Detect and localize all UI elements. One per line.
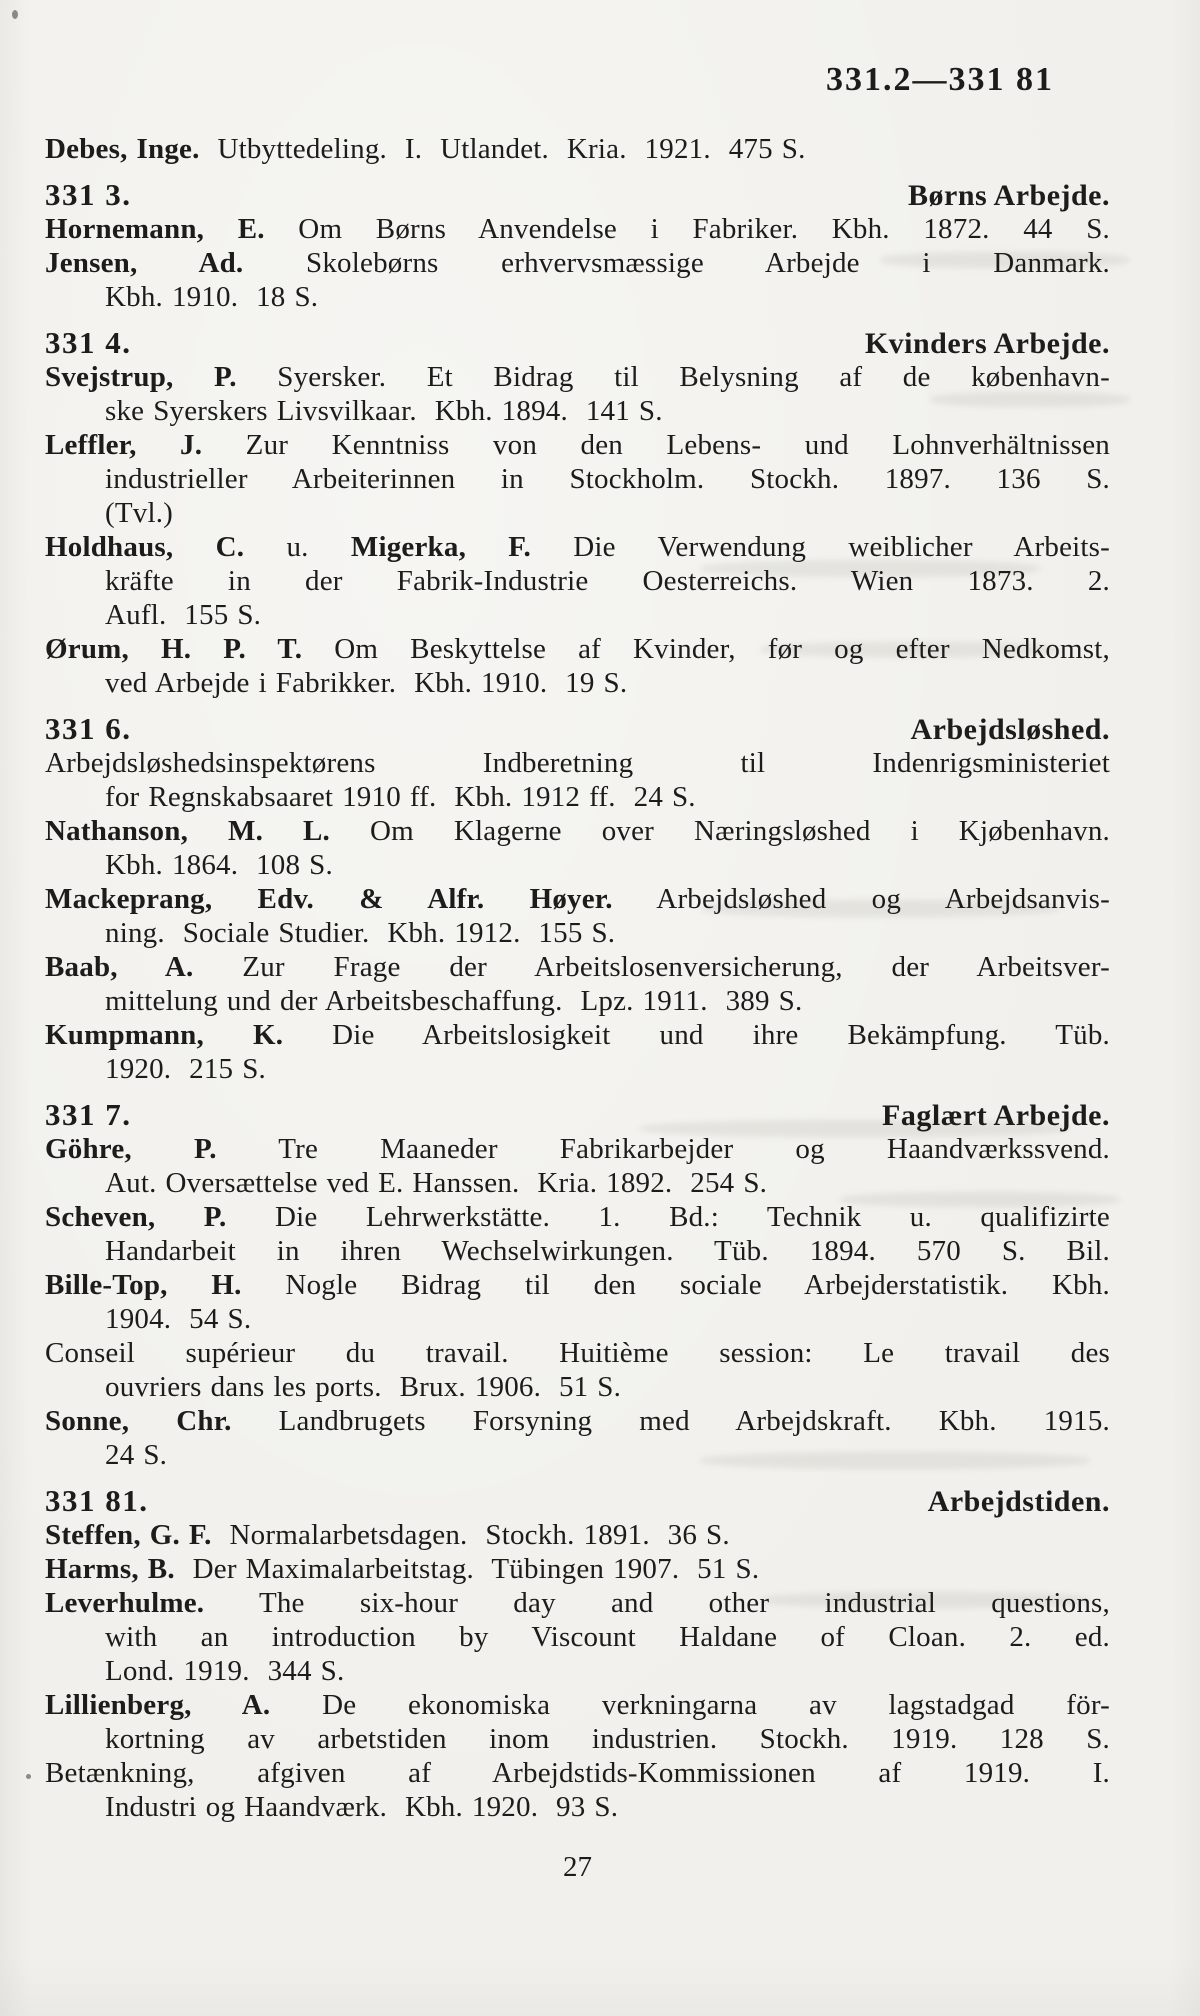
- entry-text: mittelung und der Arbeitsbeschaffung. Lpz. 1911. 389 S.: [105, 985, 803, 1017]
- bibliography-entry: [45, 1518, 1110, 1552]
- entry-line: [45, 1268, 1110, 1302]
- entry-text: Aut. Oversættelse ved E. Hanssen. Kria. 1892. 254 S.: [105, 1167, 768, 1199]
- bibliography-entry: [45, 814, 1110, 882]
- entry-line: [45, 564, 1110, 598]
- entry-text: Die Arbeitslosigkeit und ihre Bekämpfung. Tüb.: [283, 1019, 1110, 1051]
- entry-text: 1904. 54 S.: [105, 1303, 252, 1335]
- entry-text: ning. Sociale Studier. Kbh. 1912. 155 S.: [105, 917, 616, 949]
- entry-line: [45, 632, 1110, 666]
- entry-line: [45, 428, 1110, 462]
- author-name: Debes, Inge.: [45, 133, 200, 165]
- author-name: Nathanson, M. L.: [45, 815, 330, 847]
- author-name: Hornemann, E.: [45, 213, 265, 245]
- entry-text: Aufl. 155 S.: [105, 599, 262, 631]
- entry-line: [45, 1370, 1110, 1404]
- section-number: 331 3.: [45, 177, 132, 212]
- entry-text: u.: [244, 531, 351, 563]
- entry-line: [45, 530, 1110, 564]
- entry-text: Die Verwendung weiblicher Arbeits-: [531, 531, 1110, 563]
- page-number: 27: [563, 1851, 592, 1883]
- entry-text: Kbh. 1864. 108 S.: [105, 849, 333, 881]
- section-title: Kvinders Arbejde.: [864, 327, 1110, 360]
- entry-line: [45, 950, 1110, 984]
- section-title: Faglært Arbejde.: [882, 1099, 1110, 1132]
- author-name: Migerka, F.: [350, 531, 532, 563]
- entry-line: [45, 360, 1110, 394]
- bibliography-entry: [45, 1018, 1110, 1086]
- bibliography-entry: [45, 1552, 1110, 1586]
- entry-line: [45, 1756, 1110, 1790]
- section-heading: [45, 712, 1110, 746]
- author-name: Steffen, G. F.: [45, 1519, 212, 1551]
- section-heading: [45, 178, 1110, 212]
- section-title: Arbejdsløshed.: [910, 713, 1110, 746]
- section-heading: [45, 326, 1110, 360]
- author-name: Mackeprang, Edv. & Alfr. Høyer.: [45, 883, 613, 915]
- bibliography-entry: [45, 360, 1110, 428]
- entry-text: Kbh. 1910. 18 S.: [105, 281, 319, 313]
- entry-text: Skolebørns erhvervsmæssige Arbejde i Danmark.: [243, 247, 1110, 279]
- entry-text: Arbejdsløshed og Arbejdsanvis-: [612, 883, 1110, 915]
- bibliography-entry: [45, 632, 1110, 700]
- entry-line: [45, 462, 1110, 496]
- entry-text: The six-hour day and other industrial questions,: [204, 1587, 1110, 1619]
- entry-text: Normalarbetsdagen. Stockh. 1891. 36 S.: [211, 1519, 730, 1551]
- section-title: Arbejdstiden.: [927, 1485, 1110, 1518]
- entry-line: [45, 1234, 1110, 1268]
- bibliography-entry: [45, 1336, 1110, 1404]
- entry-line: [45, 916, 1110, 950]
- bibliography-entry: [45, 530, 1110, 632]
- entry-line: [45, 746, 1110, 780]
- entry-text: kräfte in der Fabrik-Industrie Oesterreichs. Wien 1873. 2.: [105, 565, 1110, 597]
- entry-text: Tre Maaneder Fabrikarbejder og Haandværkssvend.: [216, 1133, 1110, 1165]
- entry-text: Om Klagerne over Næringsløshed i Kjøbenhavn.: [330, 815, 1110, 847]
- scan-speck: [26, 1774, 31, 1779]
- entry-line: [45, 394, 1110, 428]
- entry-line: [45, 780, 1110, 814]
- entry-line: [45, 1200, 1110, 1234]
- entry-text: Industri og Haandværk. Kbh. 1920. 93 S.: [105, 1791, 619, 1823]
- section-number: 331 81.: [45, 1483, 149, 1518]
- author-name: Kumpmann, K.: [45, 1019, 284, 1051]
- entry-text: Syersker. Et Bidrag til Belysning af de københavn-: [236, 361, 1110, 393]
- bibliography-entry: [45, 950, 1110, 1018]
- entry-text: ske Syerskers Livsvilkaar. Kbh. 1894. 141 S.: [105, 395, 663, 427]
- entry-line: [45, 1404, 1110, 1438]
- entry-text: Lond. 1919. 344 S.: [105, 1655, 345, 1687]
- entry-line: [45, 246, 1110, 280]
- entry-line: [45, 1552, 1110, 1586]
- entry-line: [45, 848, 1110, 882]
- entry-text: for Regnskabsaaret 1910 ff. Kbh. 1912 ff. 24 S.: [105, 781, 696, 813]
- author-name: Baab, A.: [45, 951, 194, 983]
- entry-line: [45, 598, 1110, 632]
- entry-text: Handarbeit in ihren Wechselwirkungen. Tüb. 1894. 570 S. Bil.: [105, 1235, 1110, 1267]
- entry-line: [45, 212, 1110, 246]
- author-name: Svejstrup, P.: [45, 361, 237, 393]
- entry-line: [45, 1336, 1110, 1370]
- author-name: Bille-Top, H.: [45, 1269, 242, 1301]
- entry-line: [45, 1688, 1110, 1722]
- bibliography-entry: [45, 1268, 1110, 1336]
- entry-text: Der Maximalarbeitstag. Tübingen 1907. 51 S.: [174, 1553, 760, 1585]
- entry-text: industrieller Arbeiterinnen in Stockholm. Stockh. 1897. 136 S.: [105, 463, 1110, 495]
- scan-speck: [12, 10, 18, 19]
- bibliography-entry: [45, 1756, 1110, 1824]
- entry-line: [45, 496, 1110, 530]
- entry-text: (Tvl.): [105, 497, 174, 529]
- entry-text: Betænkning, afgiven af Arbejdstids-Kommissionen af 1919. I.: [45, 1757, 1110, 1789]
- running-head-classification: 331.2—331 81: [826, 61, 1054, 98]
- entry-text: Conseil supérieur du travail. Huitième session: Le travail des: [45, 1337, 1110, 1369]
- section-heading: [45, 1098, 1110, 1132]
- bibliography-text-block: [45, 132, 1110, 1824]
- author-name: Scheven, P.: [45, 1201, 227, 1233]
- author-name: Holdhaus, C.: [45, 531, 245, 563]
- author-name: Göhre, P.: [45, 1133, 217, 1165]
- entry-text: with an introduction by Viscount Haldane of Cloan. 2. ed.: [105, 1621, 1110, 1653]
- entry-line: [45, 1654, 1110, 1688]
- bibliography-entry: [45, 1586, 1110, 1688]
- entry-text: Utbyttedeling. I. Utlandet. Kria. 1921. 475 S.: [199, 133, 806, 165]
- bibliography-entry: [45, 1132, 1110, 1200]
- entry-line: [45, 1052, 1110, 1086]
- bibliography-entry: [45, 428, 1110, 530]
- entry-text: 1920. 215 S.: [105, 1053, 266, 1085]
- entry-line: [45, 1018, 1110, 1052]
- entry-text: Zur Frage der Arbeitslosenversicherung, der Arbeitsver-: [193, 951, 1110, 983]
- entry-line: [45, 882, 1110, 916]
- entry-line: [45, 280, 1110, 314]
- author-name: Ørum, H. P. T.: [45, 633, 303, 665]
- entry-text: 24 S.: [105, 1439, 168, 1471]
- author-name: Leffler, J.: [45, 429, 203, 461]
- section-number: 331 4.: [45, 325, 132, 360]
- author-name: Harms, B.: [45, 1553, 175, 1585]
- section-title: Børns Arbejde.: [908, 179, 1110, 212]
- entry-line: [45, 1586, 1110, 1620]
- author-name: Leverhulme.: [45, 1587, 205, 1619]
- section-heading: [45, 1484, 1110, 1518]
- entry-text: Nogle Bidrag til den sociale Arbejderstatistik. Kbh.: [241, 1269, 1110, 1301]
- author-name: Sonne, Chr.: [45, 1405, 232, 1437]
- bibliography-entry: [45, 746, 1110, 814]
- entry-line: [45, 1438, 1110, 1472]
- entry-text: De ekonomiska verkningarna av lagstadgad för-: [270, 1689, 1110, 1721]
- entry-text: Landbrugets Forsyning med Arbejdskraft. Kbh. 1915.: [231, 1405, 1110, 1437]
- bibliography-entry: [45, 132, 1110, 166]
- entry-text: Zur Kenntniss von den Lebens- und Lohnverhältnissen: [202, 429, 1110, 461]
- entry-line: [45, 1302, 1110, 1336]
- author-name: Lillienberg, A.: [45, 1689, 271, 1721]
- bibliography-entry: [45, 1200, 1110, 1268]
- entry-line: [45, 1166, 1110, 1200]
- entry-text: Om Børns Anvendelse i Fabriker. Kbh. 1872. 44 S.: [264, 213, 1110, 245]
- bibliography-entry: [45, 246, 1110, 314]
- section-number: 331 6.: [45, 711, 132, 746]
- bibliography-entry: [45, 882, 1110, 950]
- bibliography-entry: [45, 212, 1110, 246]
- entry-text: kortning av arbetstiden inom industrien. Stockh. 1919. 128 S.: [105, 1723, 1110, 1755]
- entry-line: [45, 814, 1110, 848]
- entry-text: Om Beskyttelse af Kvinder, før og efter Nedkomst,: [302, 633, 1110, 665]
- author-name: Jensen, Ad.: [45, 247, 244, 279]
- entry-text: Die Lehrwerkstätte. 1. Bd.: Technik u. qualifizirte: [226, 1201, 1110, 1233]
- entry-text: ouvriers dans les ports. Brux. 1906. 51 S.: [105, 1371, 622, 1403]
- entry-text: ved Arbejde i Fabrikker. Kbh. 1910. 19 S.: [105, 667, 628, 699]
- entry-line: [45, 984, 1110, 1018]
- bibliography-entry: [45, 1404, 1110, 1472]
- entry-line: [45, 1722, 1110, 1756]
- entry-line: [45, 1620, 1110, 1654]
- entry-line: [45, 1790, 1110, 1824]
- entry-text: Arbejdsløshedsinspektørens Indberetning til Indenrigsministeriet: [45, 747, 1110, 779]
- bibliography-entry: [45, 1688, 1110, 1756]
- entry-line: [45, 1518, 1110, 1552]
- entry-line: [45, 1132, 1110, 1166]
- section-number: 331 7.: [45, 1097, 132, 1132]
- entry-line: [45, 666, 1110, 700]
- entry-line: [45, 132, 1110, 166]
